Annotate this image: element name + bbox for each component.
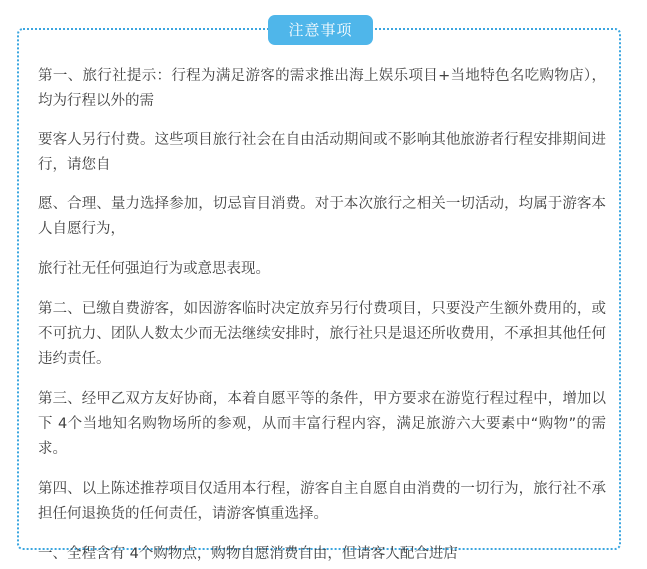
notice-title: 注意事项 — [268, 15, 373, 45]
paragraph-item-5: 第二、已缴自费游客，如因游客临时决定放弃另行付费项目，只要没产生额外费用的，或不可抗力、团队人数太少而无法继续安排时，旅行社只是退还所收费用，不承担其他任何违约责任。 — [38, 301, 606, 367]
paragraph-item-3: 愿、合理、量力选择参加，切忌盲目消费。对于本次旅行之相关一切活动，均属于游客本人自愿行为， — [38, 196, 606, 237]
paragraph-item-4: 旅行社无任何强迫行为或意思表现。 — [38, 261, 270, 277]
paragraph-item-7: 第四、以上陈述推荐项目仅适用本行程，游客自主自愿自由消费的一切行为，旅行社不承担任何退换货的任何责任，请游客慎重选择。 — [38, 481, 606, 522]
paragraph-item-2: 要客人另行付费。这些项目旅行社会在自由活动期间或不影响其他旅游者行程安排期间进行，请您自 — [38, 132, 606, 173]
paragraph-item-8: 一、全程含有 4个购物点，购物自愿消费自由，但请客人配合进店 — [38, 546, 458, 562]
paragraph-item-1: 第一、旅行社提示：行程为满足游客的需求推出海上娱乐项目+当地特色名吃购物店），均为行程以外的需 — [38, 68, 606, 109]
paragraph-item-6: 第三、经甲乙双方友好协商，本着自愿平等的条件，甲方要求在游览行程过程中，增加以下 4个当地知名购物场所的参观，从而丰富行程内容，满足旅游六大要素中“购物”的需求。 — [38, 391, 606, 457]
notice-content — [38, 64, 606, 567]
